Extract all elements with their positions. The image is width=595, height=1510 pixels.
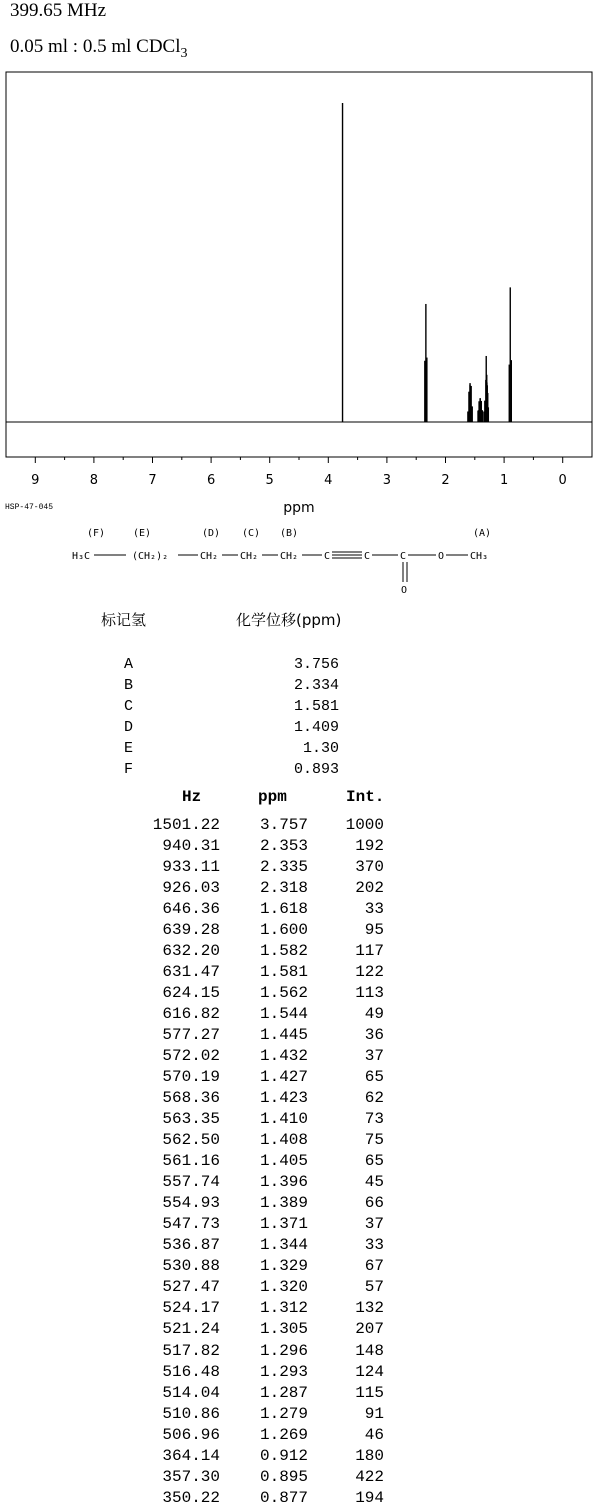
peak-ppm: 1.389 (259, 1194, 308, 1213)
x-tick-label: 6 (206, 473, 216, 488)
peak-hz: 506.96 (162, 1425, 220, 1444)
peak-int: 207 (355, 1320, 384, 1339)
group-ch2-2: (CH₂)₂ (132, 551, 169, 562)
peak-int: 73 (364, 1110, 384, 1129)
peak-int: 113 (355, 984, 384, 1003)
peak-hz: 570.19 (162, 1068, 220, 1087)
plot-frame (6, 72, 592, 457)
x-tick-label: 0 (558, 473, 567, 488)
peak-row (130, 984, 390, 1005)
assignment-row (124, 698, 339, 719)
nmr-spectrum-chart (0, 0, 595, 520)
peak-hz: 639.28 (162, 921, 220, 940)
peak-ppm: 1.410 (259, 1110, 308, 1129)
peak-ppm: 1.427 (259, 1068, 308, 1087)
peak-ppm: 1.562 (259, 984, 308, 1003)
peak-hz: 926.03 (162, 879, 220, 898)
peak-row (130, 1026, 390, 1047)
sample-subscript: 3 (180, 45, 188, 61)
peak-ppm: 1.618 (259, 900, 308, 919)
peak-ppm: 1.293 (259, 1362, 308, 1381)
peak-int: 95 (364, 921, 384, 940)
label-d: (D) (201, 528, 221, 539)
peak-hz: 557.74 (162, 1173, 220, 1192)
peak-hz: 561.16 (162, 1152, 220, 1171)
peak-ppm: 1.423 (259, 1089, 308, 1108)
spectrometer-frequency: 399.65 MHz (10, 0, 107, 21)
x-tick-label: 8 (89, 473, 99, 488)
peak-row (130, 1194, 390, 1215)
peak-int: 148 (355, 1341, 384, 1360)
x-tick-label: 2 (441, 473, 450, 488)
peak-hz: 536.87 (162, 1236, 220, 1255)
peak-int: 49 (364, 1005, 384, 1024)
peak-row (130, 1068, 390, 1089)
atom-o-carbonyl: O (401, 585, 408, 596)
peak-ppm: 1.544 (259, 1005, 308, 1024)
peak-ppm: 1.312 (259, 1299, 308, 1318)
peak-int: 370 (355, 858, 384, 877)
peak-hz: 547.73 (162, 1215, 220, 1234)
peak-row (130, 1405, 390, 1426)
x-tick-label: 7 (148, 473, 157, 488)
peak-row (130, 900, 390, 921)
peak-ppm: 2.353 (259, 837, 308, 856)
assignment-row (124, 677, 339, 698)
peak-hz: 616.82 (162, 1005, 220, 1024)
x-tick-label: 5 (265, 473, 274, 488)
peak-int: 122 (355, 963, 384, 982)
peak-int: 192 (355, 837, 384, 856)
peak-hz: 568.36 (162, 1089, 220, 1108)
peak-hz: 572.02 (162, 1047, 220, 1066)
peak-row (130, 1342, 390, 1363)
spectrum-code: HSP-47-045 (5, 503, 54, 512)
atom-c-alkyne-2: C (364, 551, 371, 562)
label-b: (B) (279, 528, 299, 539)
peak-hz: 933.11 (162, 858, 220, 877)
peak-row (130, 1384, 390, 1405)
peak-row (130, 1257, 390, 1278)
peak-ppm: 1.320 (259, 1278, 308, 1297)
peak-int: 180 (355, 1446, 384, 1465)
peak-int: 37 (364, 1215, 384, 1234)
peak-ppm: 2.335 (259, 858, 308, 877)
peak-int: 202 (355, 879, 384, 898)
group-h3c: H₃C (72, 551, 91, 562)
peak-hz: 1501.22 (152, 816, 220, 834)
assignment-label: F (124, 761, 134, 778)
peak-ppm: 3.757 (259, 816, 308, 834)
assignment-header-label: 标记氢 (101, 611, 147, 629)
peak-hz: 527.47 (162, 1278, 220, 1297)
peak-header-ppm: ppm (258, 788, 287, 806)
peak-int: 33 (364, 900, 384, 919)
peak-ppm: 2.318 (259, 879, 308, 898)
x-tick-label: 1 (499, 473, 509, 488)
peak-hz: 530.88 (162, 1257, 220, 1276)
assignment-row (124, 656, 339, 677)
peak-int: 117 (355, 942, 384, 961)
assignment-row (124, 719, 339, 740)
peak-ppm: 0.912 (259, 1446, 308, 1465)
peak-row (130, 1131, 390, 1152)
peak-ppm: 1.305 (259, 1320, 308, 1339)
peak-header-int: Int. (346, 788, 385, 806)
peak-row (130, 1426, 390, 1447)
peak-hz: 514.04 (162, 1383, 220, 1402)
x-tick-label: 3 (382, 473, 392, 488)
peak-hz: 631.47 (162, 963, 220, 982)
molecular-structure (60, 522, 500, 598)
x-axis-label: ppm (283, 500, 315, 516)
peak-row (130, 942, 390, 963)
peak-ppm: 0.877 (259, 1488, 308, 1507)
peak-hz: 563.35 (162, 1110, 220, 1129)
peak-int: 422 (355, 1467, 384, 1486)
peak-int: 115 (355, 1383, 384, 1402)
peak-int: 45 (364, 1173, 384, 1192)
peak-int: 194 (355, 1488, 384, 1507)
peak-int: 1000 (345, 816, 384, 834)
peak-hz: 624.15 (162, 984, 220, 1003)
peak-int: 36 (364, 1026, 384, 1045)
peak-int: 65 (364, 1068, 384, 1087)
peak-hz: 577.27 (162, 1026, 220, 1045)
assignment-row (124, 740, 339, 761)
peak-ppm: 1.287 (259, 1383, 308, 1402)
group-ch2-b: CH₂ (280, 551, 299, 562)
peak-row (130, 837, 390, 858)
peak-ppm: 1.405 (259, 1152, 308, 1171)
peak-row (130, 1320, 390, 1341)
peak-ppm: 1.581 (259, 963, 308, 982)
assignment-shift: 1.409 (293, 719, 339, 736)
peak-int: 57 (364, 1278, 384, 1297)
peak-hz: 554.93 (162, 1194, 220, 1213)
group-ch2-d: CH₂ (200, 551, 219, 562)
group-ch3: CH₃ (470, 551, 489, 562)
assignment-label: A (124, 656, 134, 673)
assignment-shift: 0.893 (293, 761, 339, 778)
assignment-label: D (124, 719, 134, 736)
peak-ppm: 1.445 (259, 1026, 308, 1045)
peak-row (130, 1215, 390, 1236)
peak-row (130, 1047, 390, 1068)
peak-ppm: 1.371 (259, 1215, 308, 1234)
peak-hz: 517.82 (162, 1341, 220, 1360)
assignment-shift: 1.30 (302, 740, 339, 757)
peak-hz: 364.14 (162, 1446, 220, 1465)
assignment-header-shift: 化学位移(ppm) (236, 611, 342, 629)
peak-hz: 510.86 (162, 1404, 220, 1423)
peak-ppm: 1.432 (259, 1047, 308, 1066)
peak-header-hz: Hz (182, 788, 202, 806)
label-c: (C) (241, 528, 261, 539)
peak-row (130, 1173, 390, 1194)
peak-ppm: 1.582 (259, 942, 308, 961)
peak-int: 67 (364, 1257, 384, 1276)
peak-hz: 350.22 (162, 1488, 220, 1507)
peak-row (130, 1152, 390, 1173)
x-tick-label: 4 (324, 473, 333, 488)
peak-row (130, 858, 390, 879)
peak-row (130, 1447, 390, 1468)
peak-int: 91 (364, 1404, 384, 1423)
peak-ppm: 0.895 (259, 1467, 308, 1486)
peak-ppm: 1.408 (259, 1131, 308, 1150)
peak-ppm: 1.329 (259, 1257, 308, 1276)
peak-int: 124 (355, 1362, 384, 1381)
assignment-shift: 3.756 (293, 656, 339, 673)
peak-int: 66 (364, 1194, 384, 1213)
assignment-label: C (124, 698, 134, 715)
spectrum-peaks (343, 103, 512, 422)
peak-int: 33 (364, 1236, 384, 1255)
peak-row (130, 1489, 390, 1510)
atom-c-alkyne-1: C (324, 551, 331, 562)
peak-hz: 516.48 (162, 1362, 220, 1381)
assignment-row (124, 761, 339, 782)
peak-ppm: 1.600 (259, 921, 308, 940)
peak-row (130, 1299, 390, 1320)
peak-row (130, 1089, 390, 1110)
peak-row (130, 1363, 390, 1384)
atom-c-carbonyl: C (400, 551, 407, 562)
peak-row (130, 1278, 390, 1299)
peak-ppm: 1.279 (259, 1404, 308, 1423)
peak-ppm: 1.296 (259, 1341, 308, 1360)
sample-text: 0.05 ml : 0.5 ml CDCl (10, 36, 181, 57)
peak-hz: 562.50 (162, 1131, 220, 1150)
peak-hz: 632.20 (162, 942, 220, 961)
peak-hz: 521.24 (162, 1320, 220, 1339)
label-f: (F) (86, 528, 106, 539)
atom-o-ester: O (438, 551, 445, 562)
assignment-shift: 1.581 (293, 698, 339, 715)
peak-row (130, 921, 390, 942)
peak-row (130, 1110, 390, 1131)
peak-row (130, 963, 390, 984)
peak-ppm: 1.269 (259, 1425, 308, 1444)
peak-int: 132 (355, 1299, 384, 1318)
peak-int: 75 (364, 1131, 384, 1150)
peak-hz: 646.36 (162, 900, 220, 919)
peak-row (130, 816, 390, 837)
assignment-label: E (124, 740, 134, 757)
peak-int: 65 (364, 1152, 384, 1171)
assignment-shift: 2.334 (293, 677, 339, 694)
peak-int: 37 (364, 1047, 384, 1066)
peak-hz: 524.17 (162, 1299, 220, 1318)
peak-int: 46 (364, 1425, 384, 1444)
label-a: (A) (472, 528, 492, 539)
peak-hz: 357.30 (162, 1467, 220, 1486)
peak-row (130, 1236, 390, 1257)
x-axis-ticks (31, 457, 567, 488)
assignment-label: B (124, 677, 134, 694)
peak-ppm: 1.396 (259, 1173, 308, 1192)
peak-ppm: 1.344 (259, 1236, 308, 1255)
peak-row (130, 1468, 390, 1489)
peak-int: 62 (364, 1089, 384, 1108)
peak-row (130, 1005, 390, 1026)
x-tick-label: 9 (31, 473, 40, 488)
group-ch2-c: CH₂ (240, 551, 259, 562)
peak-hz: 940.31 (162, 837, 220, 856)
peak-row (130, 879, 390, 900)
label-e: (E) (132, 528, 152, 539)
